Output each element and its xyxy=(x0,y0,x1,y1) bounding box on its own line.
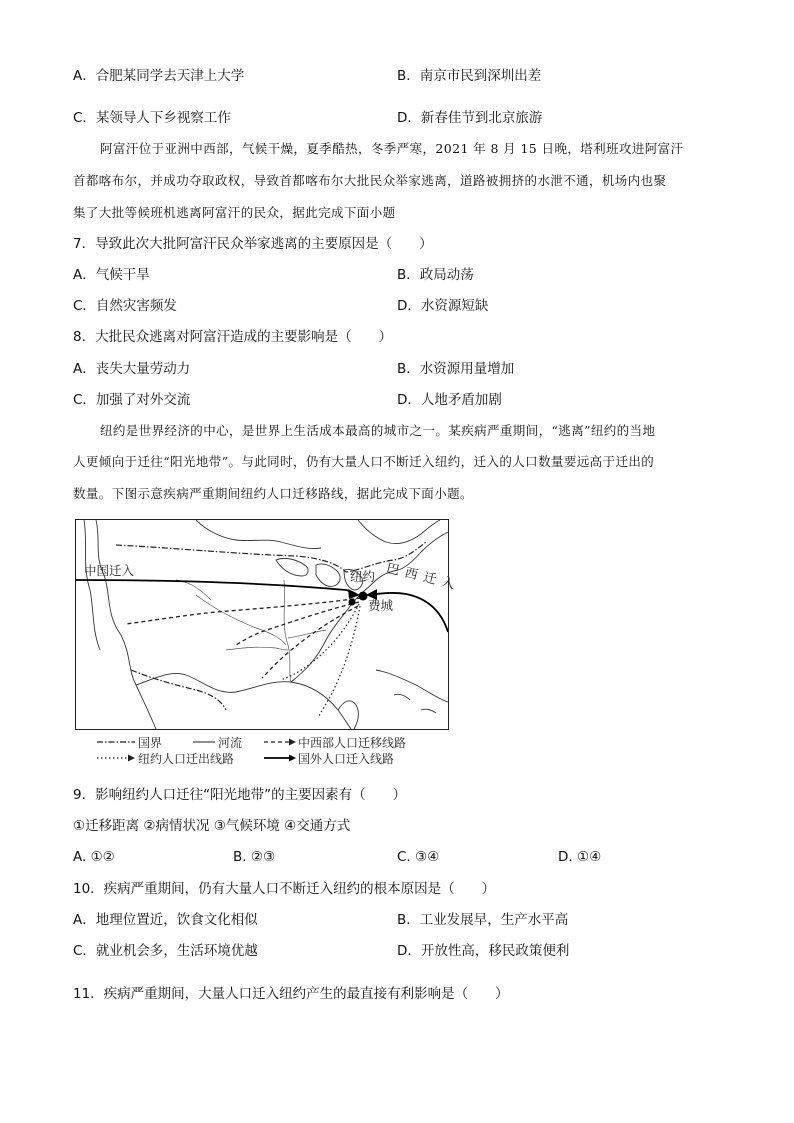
passage2-line2: 人更倾向于迁往“阳光地带”。与此同时，仍有大量人口不断迁入纽约，迁入的人口数量要远高于迁出的 xyxy=(73,454,655,469)
q10-option-b: B．工业发展早，生产水平高 xyxy=(397,912,569,928)
passage2-line3: 数量。下图示意疾病严重期间纽约人口迁移路线，据此完成下面小题。 xyxy=(73,486,473,501)
coastline xyxy=(84,520,448,729)
q8-option-c: C．加强了对外交流 xyxy=(73,392,191,408)
q6-option-d: D．新春佳节到北京旅游 xyxy=(397,110,543,126)
rivers xyxy=(176,580,326,682)
national-borders xyxy=(116,542,426,710)
passage1-line1: 阿富汗位于亚洲中西部，气候干燥，夏季酷热，冬季严寒，2021 年 8 月 15 日晚，塔利班攻进阿富汗 xyxy=(100,141,684,156)
q9-option-b: B. ②③ xyxy=(233,849,276,865)
q9-option-a: A. ①② xyxy=(73,849,115,865)
q7-option-d: D．水资源短缺 xyxy=(397,298,489,314)
q8-stem: 8．大批民众逃离对阿富汗造成的主要影响是（ ） xyxy=(73,329,393,345)
migration-map xyxy=(75,519,462,730)
legend-out-label: 纽约人口迁出线路 xyxy=(138,752,235,766)
q11-stem: 11．疾病严重期间，大量人口迁入纽约产生的最直接有利影响是（ ） xyxy=(73,986,509,1002)
q10-stem: 10．疾病严重期间，仍有大量人口不断迁入纽约的根本原因是（ ） xyxy=(73,881,496,897)
q7-option-b: B．政局动荡 xyxy=(397,267,474,283)
q8-option-a: A．丧失大量劳动力 xyxy=(73,361,191,377)
map-label-philadelphia: 费城 xyxy=(368,598,394,613)
legend-river-label: 河流 xyxy=(218,736,243,750)
q6-option-b: B．南京市民到深圳出差 xyxy=(397,68,542,84)
q10-option-d: D．开放性高，移民政策便利 xyxy=(397,943,570,959)
legend-border-label: 国界 xyxy=(138,736,163,750)
legend-in-label: 国外人口迁入线路 xyxy=(298,752,395,766)
legend-midwest-swatch xyxy=(264,737,298,747)
q6-option-c: C．某领导人下乡视察工作 xyxy=(73,110,231,126)
newyork-dot xyxy=(359,592,368,601)
q8-option-d: D．人地矛盾加剧 xyxy=(397,392,502,408)
map-label-china-in: 中国迁入 xyxy=(84,563,135,578)
q8-option-b: B．水资源用量增加 xyxy=(397,361,515,377)
ny-outmigration-routes xyxy=(281,604,360,716)
q9-items: ①迁移距离 ②病情状况 ③气候环境 ④交通方式 xyxy=(73,818,351,834)
legend-river-swatch xyxy=(193,737,217,747)
passage2-line1: 纽约是世界经济的中心，是世界上生活成本最高的城市之一。某疾病严重期间，“逃离”纽约的当地 xyxy=(100,423,656,438)
philadelphia-dot xyxy=(349,599,356,606)
q7-stem: 7．导致此次大批阿富汗民众举家逃离的主要原因是（ ） xyxy=(73,236,433,252)
map-label-newyork: 纽约 xyxy=(350,569,376,584)
legend-out-swatch xyxy=(97,753,137,763)
q9-option-c: C. ③④ xyxy=(397,849,440,865)
q9-option-d: D. ①④ xyxy=(558,849,602,865)
q9-stem: 9．影响纽约人口迁往“阳光地带”的主要因素有（ ） xyxy=(73,787,407,803)
q10-option-a: A．地理位置近，饮食文化相似 xyxy=(73,912,258,928)
q6-option-a: A．合肥某同学去天津上大学 xyxy=(73,68,245,84)
legend-in-swatch xyxy=(264,753,298,763)
map-drawing xyxy=(76,520,448,729)
midwest-routes xyxy=(126,598,361,678)
passage1-line2: 首都喀布尔，并成功夺取政权，导致首都喀布尔大批民众举家逃离，道路被拥挤的水泄不通，机场内也聚 xyxy=(73,173,667,188)
passage1-line3: 集了大批等候班机逃离阿富汗的民众，据此完成下面小题 xyxy=(73,205,396,220)
map-label-brazil-in: 巴西迁入 xyxy=(384,561,462,594)
q7-option-c: C．自然灾害频发 xyxy=(73,298,177,314)
legend-midwest-label: 中西部人口迁移线路 xyxy=(298,736,407,750)
china-route-arrowhead xyxy=(348,589,360,599)
legend-border-swatch xyxy=(97,737,137,747)
q10-option-c: C．就业机会多，生活环境优越 xyxy=(73,943,258,959)
q7-option-a: A．气候干旱 xyxy=(73,267,150,283)
